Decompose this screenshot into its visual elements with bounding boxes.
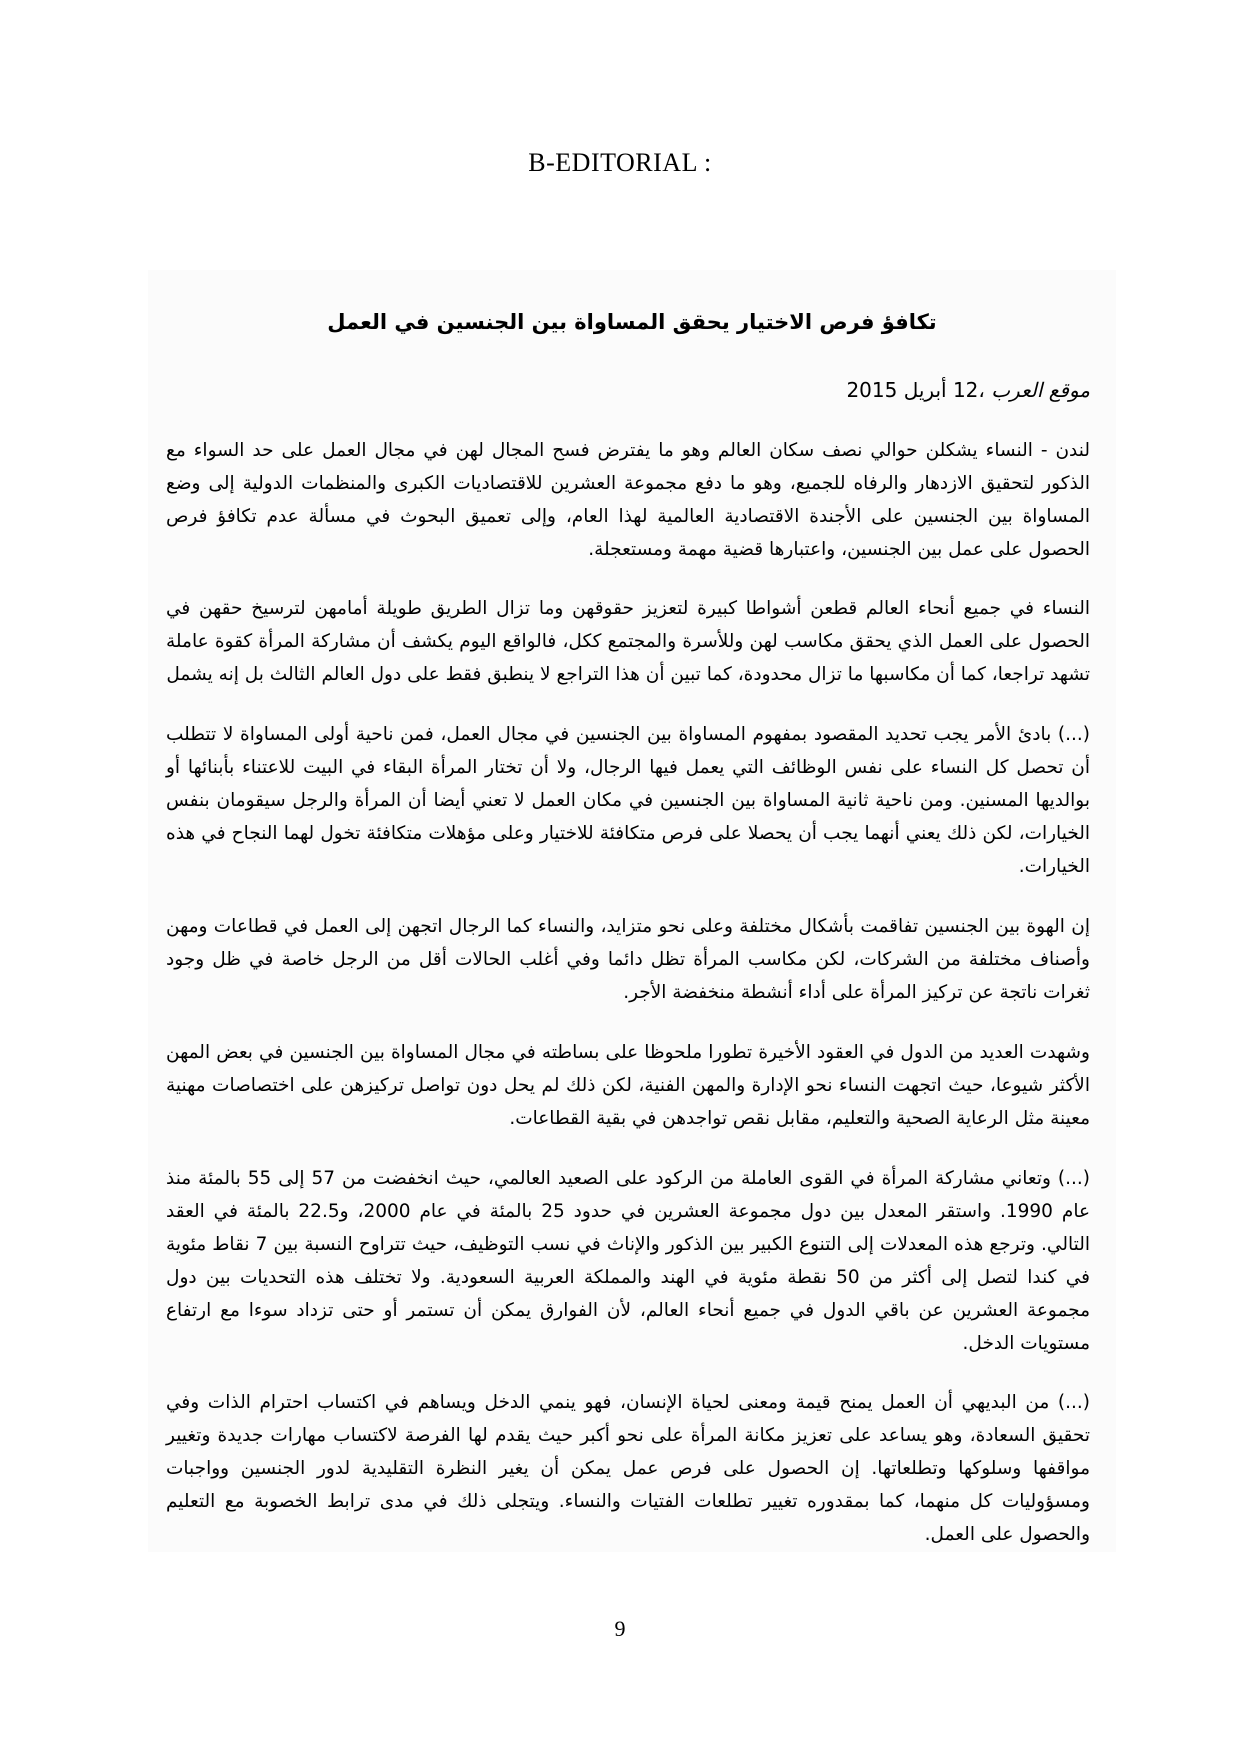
page-number: 9: [614, 1616, 626, 1641]
article-paragraph-1: لندن - النساء يشكلن حوالي نصف سكان العالم وهو ما يفترض فسح المجال لهن في مجال العمل على حد السواء مع الذكور لتحقيق الازدهار والرفاه للجميع، وهو ما دفع مجموعة العشرين للاقتصاديات الكبرى والمنظمات الدولية إلى وضع المساواة بين الجنسين على الأجندة الاقتصادية العالمية لهذا العام، وإلى تعميق البحوث في مسألة عدم تكافؤ فرص الحصول على عمل بين الجنسين، واعتبارها قضية مهمة ومستعجلة.: [166, 440, 1090, 560]
article-source: موقع العرب: [991, 378, 1090, 402]
article-paragraph-3: (...) بادئ الأمر يجب تحديد المقصود بمفهوم المساواة بين الجنسين في مجال العمل، فمن ناحية أولى المساواة لا تتطلب أن تحصل كل النساء على نفس الوظائف التي يعمل فيها الرجال، ولا أن تختار المرأة البقاء في البيت للاعتناء بأبنائها أو بوالديها المسنين. ومن ناحية ثانية المساواة بين الجنسين في مكان العمل لا تعني أيضا أن المرأة والرجل سيقومان بنفس الخيارات، لكن ذلك يعني أنهما يجب أن يحصلا على فرص متكافئة للاختيار وعلى مؤهلات متكافئة تخول لهما النجاح في هذه الخيارات.: [166, 724, 1090, 877]
article-paragraph-6: (...) وتعاني مشاركة المرأة في القوى العاملة من الركود على الصعيد العالمي، حيث انخفضت من 57 إلى 55 بالمئة منذ عام 1990. واستقر المعدل بين دول مجموعة العشرين في حدود 25 بالمئة في عام 2000، و22.5 بالمئة في العقد التالي. وترجع هذه المعدلات إلى التنوع الكبير بين الذكور والإناث في نسب التوظيف، حيث تتراوح النسبة بين 7 نقاط مئوية في كندا لتصل إلى أكثر من 50 نقطة مئوية في الهند والمملكة العربية السعودية. ولا تختلف هذه التحديات بين دول مجموعة العشرين عن باقي الدول في جميع أنحاء العالم، لأن الفوارق يمكن أن تستمر أو حتى تزداد سوءا مع ارتفاع مستويات الدخل.: [166, 1168, 1090, 1354]
article-clipping: [148, 270, 1116, 1552]
article-meta: [846, 378, 1090, 402]
article-paragraph-4: إن الهوة بين الجنسين تفاقمت بأشكال مختلفة وعلى نحو متزايد، والنساء كما الرجال اتجهن إلى العمل في قطاعات ومهن وأصناف مختلفة من الشركات، لكن مكاسب المرأة تظل دائما وفي أغلب الحالات أقل من الرجل خاصة في ظل وجود ثغرات ناتجة عن تركيز المرأة على أداء أنشطة منخفضة الأجر.: [166, 916, 1090, 1003]
article-paragraph-7: (...) من البديهي أن العمل يمنح قيمة ومعنى لحياة الإنسان، فهو ينمي الدخل ويساهم في اكتساب احترام الذات وفي تحقيق السعادة، وهو يساعد على تعزيز مكانة المرأة على نحو أكبر حيث يقدم لها الفرصة لاكتساب مهارات جديدة وتغيير مواقفها وسلوكها وتطلعاتها. إن الحصول على فرص عمل يمكن أن يغير النظرة التقليدية لدور الجنسين وواجبات ومسؤوليات كل منهما، كما بمقدوره تغيير تطلعات الفتيات والنساء. ويتجلى ذلك في مدى ترابط الخصوبة مع التعليم والحصول على العمل.: [166, 1392, 1090, 1545]
article-date: ،12 أبريل 2015: [846, 378, 985, 402]
article-paragraph-2: النساء في جميع أنحاء العالم قطعن أشواطا كبيرة لتعزيز حقوقهن وما تزال الطريق طويلة أمامهن لترسيخ حقهن في الحصول على العمل الذي يحقق مكاسب لهن وللأسرة والمجتمع ككل، فالواقع اليوم يكشف أن مشاركة المرأة كقوة عاملة تشهد تراجعا، كما أن مكاسبها ما تزال محدودة، كما تبين أن هذا التراجع لا ينطبق فقط على دول العالم الثالث بل إنه يشمل: [166, 598, 1090, 685]
article-title: تكافؤ فرص الاختيار يحقق المساواة بين الجنسين في العمل: [327, 310, 937, 334]
section-heading: B-EDITORIAL :: [528, 148, 712, 177]
article-paragraph-5: وشهدت العديد من الدول في العقود الأخيرة تطورا ملحوظا على بساطته في مجال المساواة بين الجنسين في بعض المهن الأكثر شيوعا، حيث اتجهت النساء نحو الإدارة والمهن الفنية، لكن ذلك لم يحل دون تواصل تركيزهن على اختصاصات مهنية معينة مثل الرعاية الصحية والتعليم، مقابل نقص تواجدهن في بقية القطاعات.: [166, 1042, 1090, 1129]
